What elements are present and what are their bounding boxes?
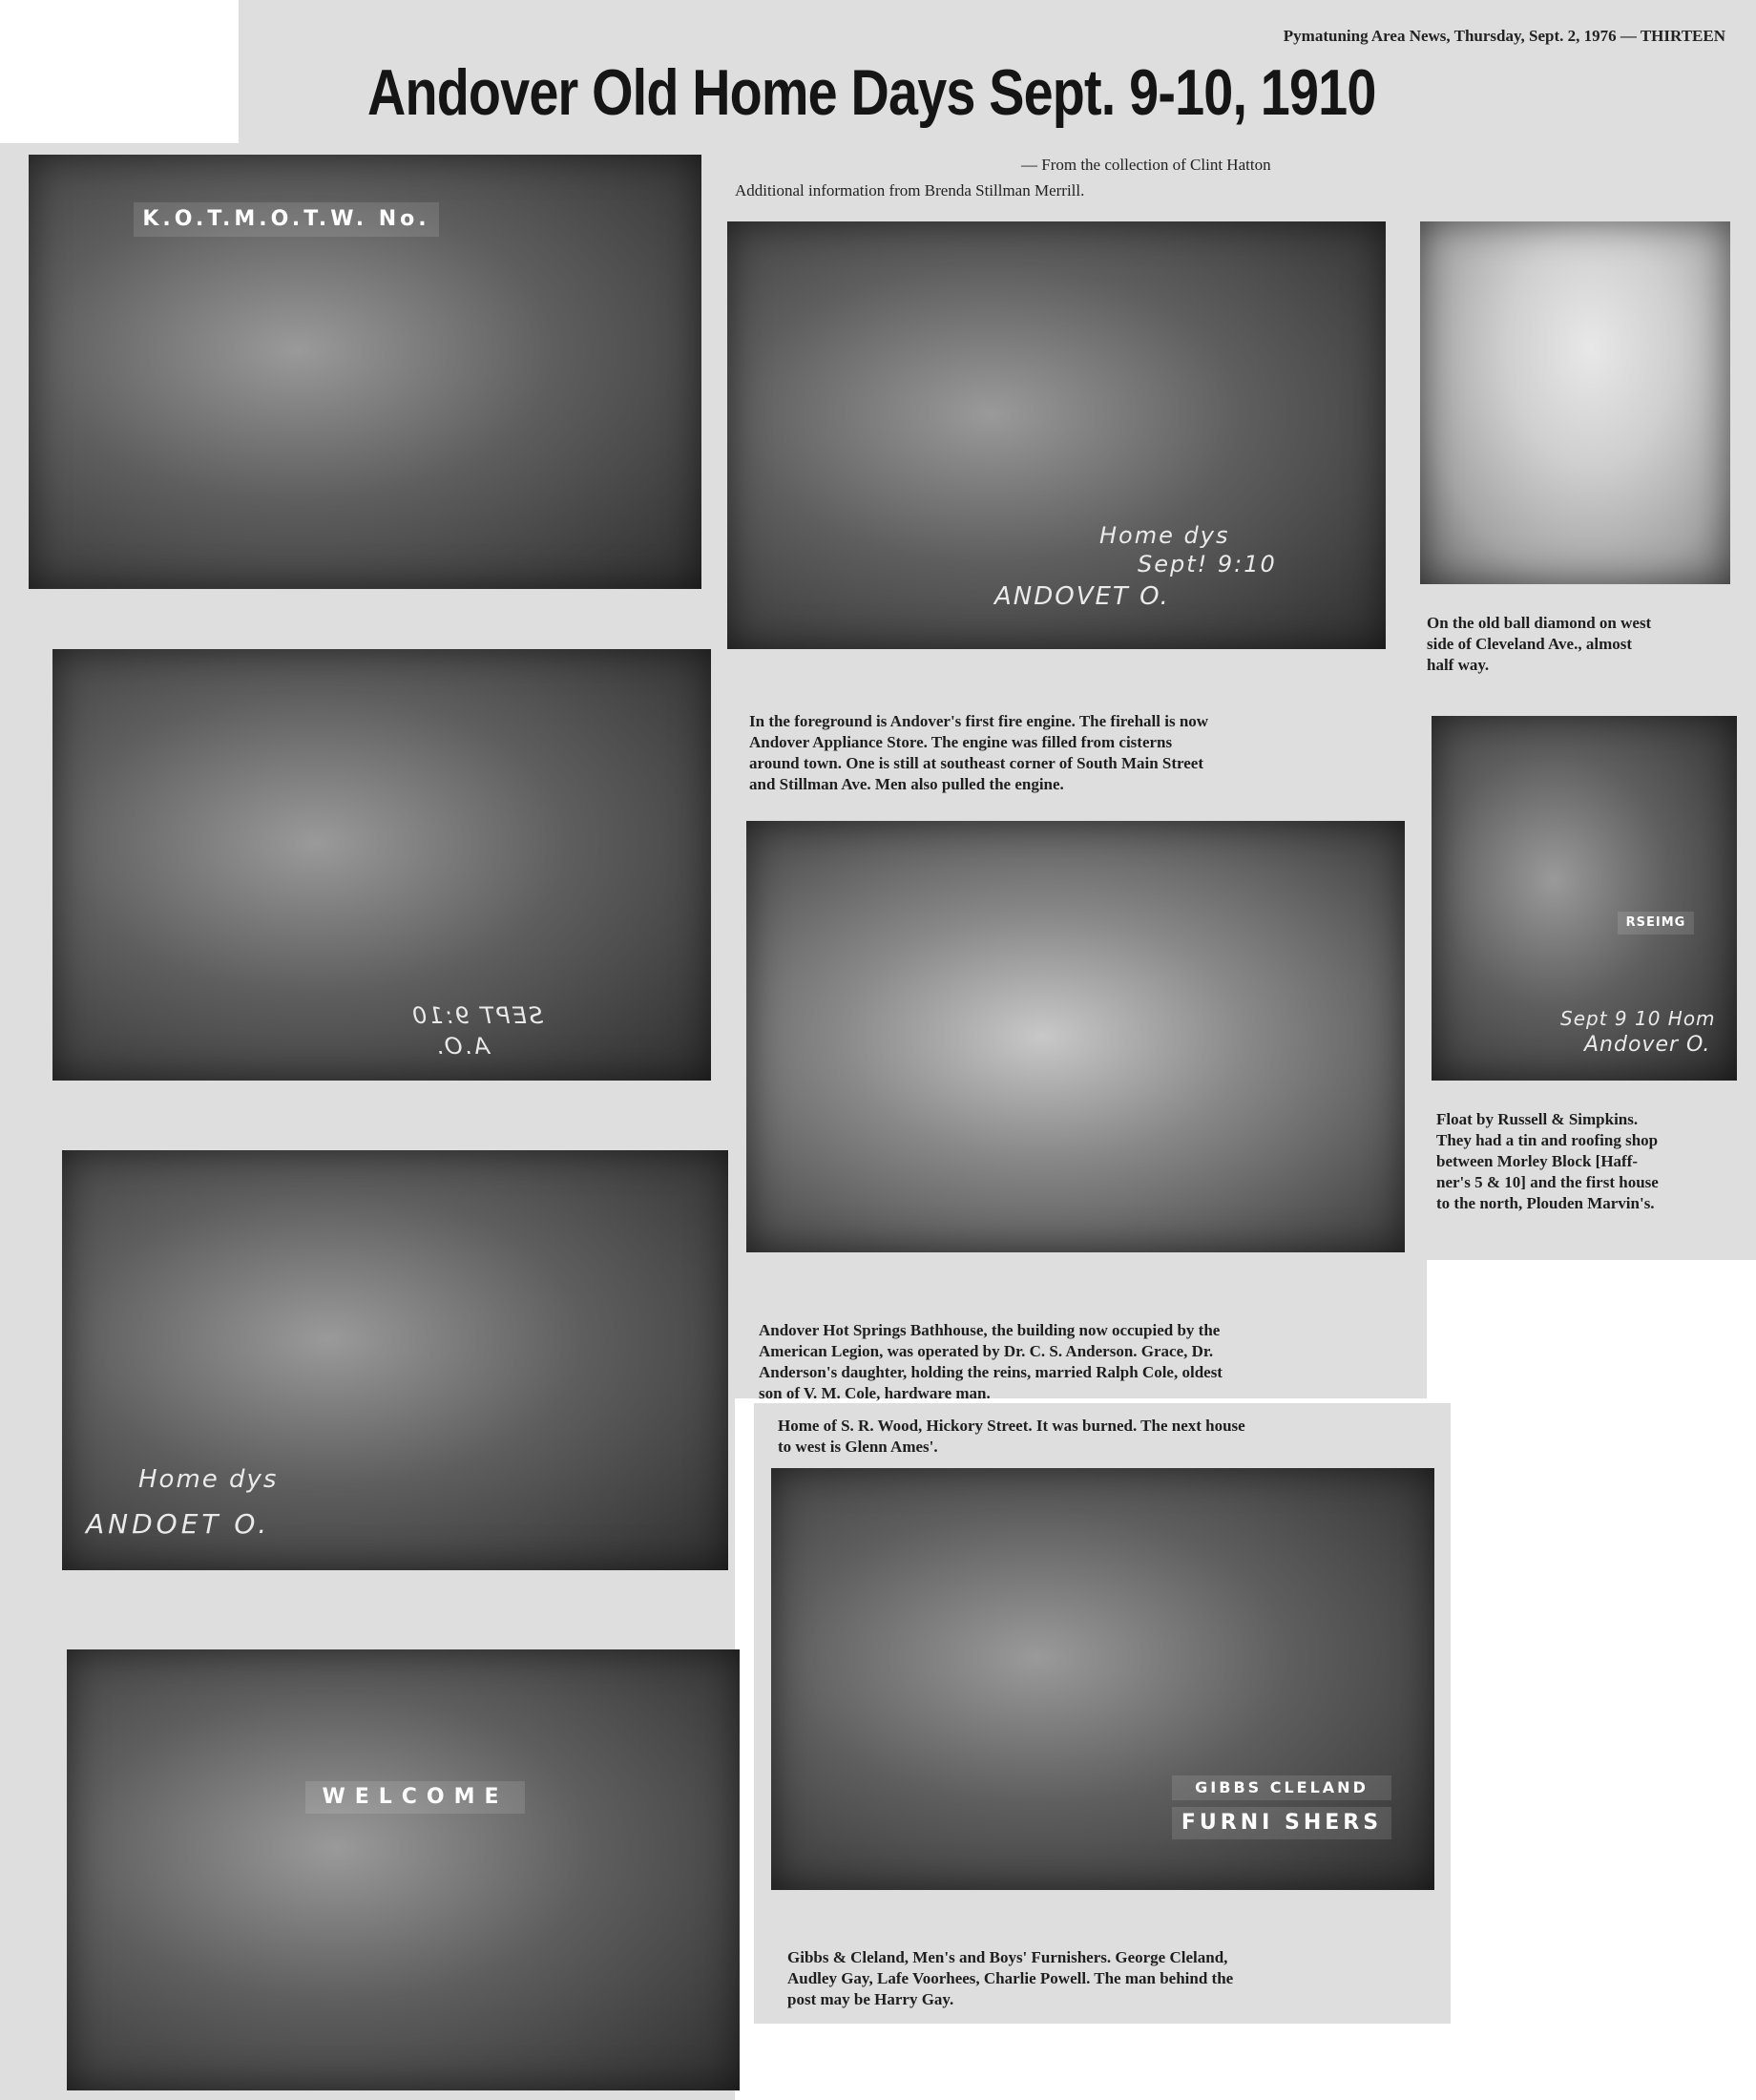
fire-engine-inscription-line2: Sept! 9:10 [1138, 551, 1277, 578]
caption-russell-simpkins: Float by Russell & Simpkins. They had a tin and roofing shop between Morley Block [Haff- ner's 5 & 10] and the first house to the north, Plouden Marvin's. [1436, 1110, 1659, 1212]
photo-gibbs-cleland-float [771, 1468, 1434, 1890]
photo-balloon-ascension [1420, 221, 1730, 584]
photo-welcome-float [67, 1649, 740, 2090]
page-headline: Andover Old Home Days Sept. 9-10, 1910 [367, 56, 1376, 129]
street-float-inscription-line2: A.O. [434, 1033, 491, 1060]
welcome-banner: WELCOME [305, 1781, 525, 1814]
tin-float-inscription-line1: Sept 9 10 Hom [1560, 1007, 1716, 1030]
furnishers-sign-bottom: FURNI SHERS [1172, 1807, 1391, 1839]
caption-bathhouse: Andover Hot Springs Bathhouse, the building now occupied by the American Legion, was operated by Dr. C. S. Anderson. Grace, Dr. Anderson's daughter, holding the reins, married Ralph Cole, oldest son of V. M. Cole, hardware man. [759, 1321, 1223, 1402]
tin-float-sign: RSEIMG [1618, 912, 1694, 934]
page-folio: Pymatuning Area News, Thursday, Sept. 2, 1976 — THIRTEEN [1283, 27, 1725, 45]
fire-engine-inscription-line3: ANDOVET O. [994, 582, 1170, 611]
photo-street-float [52, 649, 711, 1081]
photo-credit-additional: Additional information from Brenda Stillman Merrill. [735, 181, 1085, 200]
caption-gibbs-cleland: Gibbs & Cleland, Men's and Boys' Furnishers. George Cleland, Audley Gay, Lafe Voorhees, Charlie Powell. The man behind the post may be Harry Gay. [787, 1948, 1234, 2008]
photo-kotm-float [29, 155, 701, 589]
caption-wood-home: Home of S. R. Wood, Hickory Street. It was burned. The next house to west is Glenn Ames'. [778, 1417, 1245, 1456]
kotm-banner: K.O.T.M.O.T.W. No. [134, 202, 439, 237]
caption-balloon: On the old ball diamond on west side of Cleveland Ave., almost half way. [1427, 614, 1652, 674]
furnishers-sign-top: GIBBS CLELAND [1172, 1775, 1391, 1800]
caption-fire-engine: In the foreground is Andover's first fire engine. The firehall is now Andover Appliance Store. The engine was filled from cisterns around town. One is still at southeast corner of South Main Street and Stillman Ave. Men also pulled the engine. [749, 712, 1209, 793]
fire-engine-inscription-line1: Home dys [1099, 522, 1230, 549]
photo-credit-collection: — From the collection of Clint Hatton [1021, 156, 1271, 174]
canopy-inscription-line2: ANDOET O. [86, 1508, 271, 1540]
photo-tin-roofing-float [1432, 716, 1737, 1081]
street-float-inscription-line1: SEPT 9:10 [410, 1002, 544, 1029]
photo-bathhouse-float [746, 821, 1405, 1252]
canopy-inscription-line1: Home dys [138, 1465, 279, 1494]
tin-float-inscription-line2: Andover O. [1584, 1033, 1711, 1057]
photo-fire-engine [727, 221, 1386, 649]
photo-canopy-float [62, 1150, 728, 1570]
